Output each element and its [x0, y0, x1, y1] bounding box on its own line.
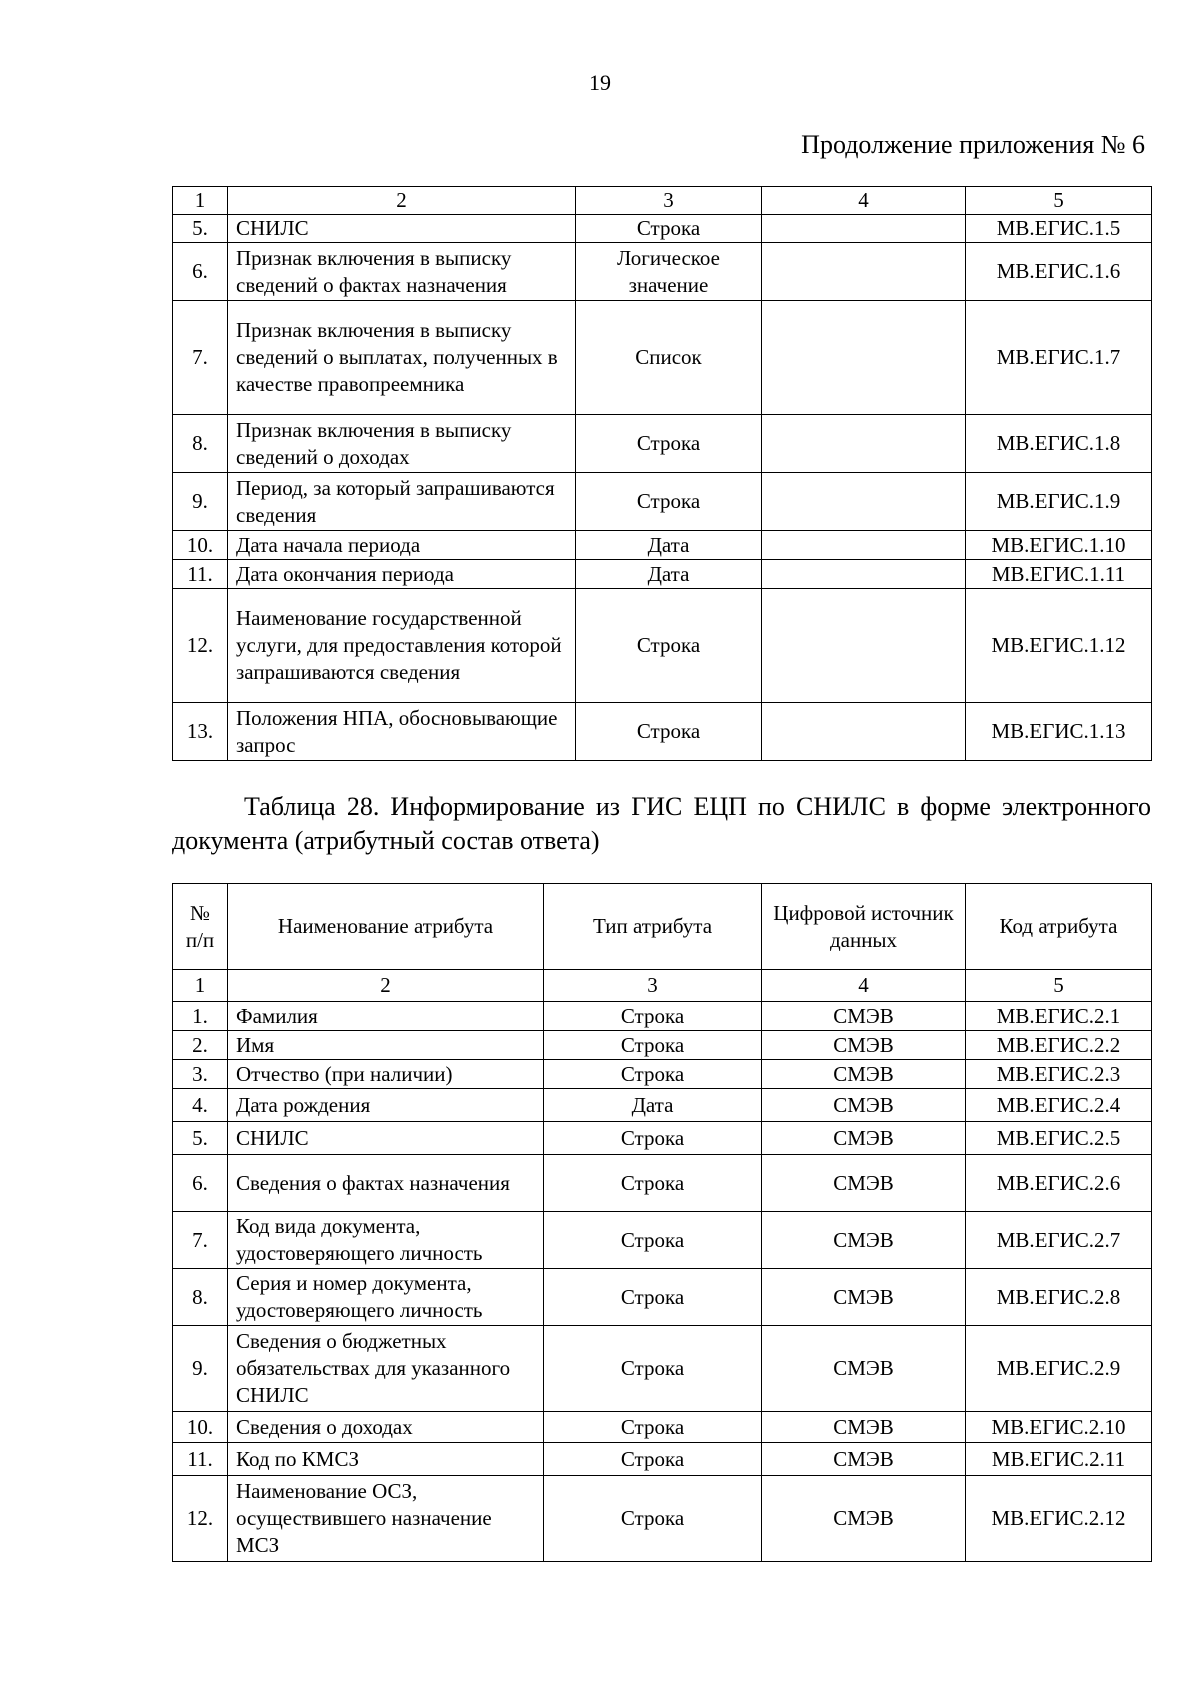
- table-row: [173, 1476, 1152, 1562]
- attribute-type: Дата: [576, 560, 762, 589]
- attribute-type: Строка: [576, 215, 762, 243]
- row-number: 10.: [173, 1412, 228, 1443]
- attributes-table-continued: [172, 186, 1152, 761]
- attribute-name: Период, за который запрашиваются сведения: [228, 473, 576, 531]
- table-row: [173, 703, 1152, 761]
- row-number: 5.: [173, 1122, 228, 1155]
- attribute-code: МВ.ЕГИС.1.6: [966, 243, 1152, 301]
- column-number: 3: [576, 187, 762, 215]
- table-row: [173, 560, 1152, 589]
- data-source: [762, 473, 966, 531]
- data-source: СМЭВ: [762, 1060, 966, 1089]
- data-source: [762, 415, 966, 473]
- row-number: 5.: [173, 215, 228, 243]
- table-row: [173, 1002, 1152, 1031]
- table-row: [173, 1155, 1152, 1212]
- attribute-type: Строка: [576, 415, 762, 473]
- data-source: [762, 560, 966, 589]
- attribute-name: Код вида документа, удостоверяющего личность: [228, 1212, 544, 1269]
- attribute-type: Строка: [544, 1122, 762, 1155]
- attribute-code: МВ.ЕГИС.2.11: [966, 1443, 1152, 1476]
- attribute-name: Сведения о фактах назначения: [228, 1155, 544, 1212]
- attribute-type: Строка: [544, 1476, 762, 1562]
- attribute-code: МВ.ЕГИС.2.6: [966, 1155, 1152, 1212]
- attribute-type: Строка: [576, 473, 762, 531]
- row-number: 3.: [173, 1060, 228, 1089]
- row-number: 7.: [173, 301, 228, 415]
- attribute-type: Дата: [544, 1089, 762, 1122]
- data-source: [762, 589, 966, 703]
- continuation-title: Продолжение приложения № 6: [801, 130, 1145, 159]
- column-number: 2: [228, 970, 544, 1002]
- attribute-name: СНИЛС: [228, 1122, 544, 1155]
- attribute-name: Признак включения в выписку сведений о доходах: [228, 415, 576, 473]
- data-source: СМЭВ: [762, 1031, 966, 1060]
- attribute-name: Положения НПА, обосновывающие запрос: [228, 703, 576, 761]
- attribute-name: Наименование ОСЗ, осуществившего назначение МСЗ: [228, 1476, 544, 1562]
- attribute-type: Строка: [544, 1060, 762, 1089]
- attribute-name: Признак включения в выписку сведений о выплатах, полученных в качестве правопреемника: [228, 301, 576, 415]
- attribute-type: Строка: [544, 1155, 762, 1212]
- table-row: [173, 1122, 1152, 1155]
- attribute-type: Строка: [576, 703, 762, 761]
- attribute-name: Наименование государственной услуги, для предоставления которой запрашиваются сведения: [228, 589, 576, 703]
- column-number: 5: [966, 187, 1152, 215]
- row-number: 2.: [173, 1031, 228, 1060]
- table-row: [173, 1269, 1152, 1326]
- attribute-code: МВ.ЕГИС.2.7: [966, 1212, 1152, 1269]
- attribute-name: Сведения о доходах: [228, 1412, 544, 1443]
- attribute-name: Дата рождения: [228, 1089, 544, 1122]
- table-row: [173, 1060, 1152, 1089]
- attribute-type: Список: [576, 301, 762, 415]
- row-number: 7.: [173, 1212, 228, 1269]
- attribute-type: Строка: [544, 1269, 762, 1326]
- table-row: [173, 473, 1152, 531]
- data-source: [762, 301, 966, 415]
- table-numbers-row: [173, 970, 1152, 1002]
- data-source: [762, 703, 966, 761]
- attribute-name: Дата окончания периода: [228, 560, 576, 589]
- column-number: 5: [966, 970, 1152, 1002]
- attribute-code: МВ.ЕГИС.1.5: [966, 215, 1152, 243]
- row-number: 1.: [173, 1002, 228, 1031]
- attribute-code: МВ.ЕГИС.2.2: [966, 1031, 1152, 1060]
- column-header-number: № п/п: [173, 884, 228, 970]
- data-source: СМЭВ: [762, 1443, 966, 1476]
- attribute-type: Строка: [544, 1031, 762, 1060]
- table-caption-text: Таблица 28. Информирование из ГИС ЕЦП по СНИЛС в форме электронного документа (атрибутный состав ответа): [172, 792, 1151, 855]
- attribute-type: Строка: [576, 589, 762, 703]
- row-number: 11.: [173, 1443, 228, 1476]
- attribute-name: Серия и номер документа, удостоверяющего личность: [228, 1269, 544, 1326]
- page-number: 19: [589, 70, 611, 95]
- table-row: [173, 1212, 1152, 1269]
- attribute-code: МВ.ЕГИС.2.9: [966, 1326, 1152, 1412]
- data-source: СМЭВ: [762, 1269, 966, 1326]
- table-row: [173, 1412, 1152, 1443]
- table-row: [173, 1089, 1152, 1122]
- column-header-name: Наименование атрибута: [228, 884, 544, 970]
- attribute-code: МВ.ЕГИС.2.3: [966, 1060, 1152, 1089]
- table-header-row: [173, 884, 1152, 970]
- attribute-type: Дата: [576, 531, 762, 560]
- attribute-code: МВ.ЕГИС.1.8: [966, 415, 1152, 473]
- row-number: 11.: [173, 560, 228, 589]
- table-row: [173, 415, 1152, 473]
- attribute-type: Логическое значение: [576, 243, 762, 301]
- row-number: 12.: [173, 589, 228, 703]
- attribute-name: СНИЛС: [228, 215, 576, 243]
- table-row: [173, 589, 1152, 703]
- attribute-name: Сведения о бюджетных обязательствах для указанного СНИЛС: [228, 1326, 544, 1412]
- column-number: 1: [173, 970, 228, 1002]
- column-number: 4: [762, 970, 966, 1002]
- table-caption: [172, 790, 1151, 858]
- column-number: 2: [228, 187, 576, 215]
- table-row: [173, 215, 1152, 243]
- attribute-type: Строка: [544, 1002, 762, 1031]
- attribute-code: МВ.ЕГИС.2.8: [966, 1269, 1152, 1326]
- table-row: [173, 243, 1152, 301]
- table-row: [173, 1031, 1152, 1060]
- attribute-code: МВ.ЕГИС.1.7: [966, 301, 1152, 415]
- data-source: [762, 531, 966, 560]
- column-number: 1: [173, 187, 228, 215]
- row-number: 8.: [173, 415, 228, 473]
- column-number: 4: [762, 187, 966, 215]
- data-source: СМЭВ: [762, 1155, 966, 1212]
- table-row: [173, 301, 1152, 415]
- data-source: СМЭВ: [762, 1412, 966, 1443]
- attribute-type: Строка: [544, 1443, 762, 1476]
- column-header-source: Цифровой источник данных: [762, 884, 966, 970]
- data-source: СМЭВ: [762, 1089, 966, 1122]
- data-source: СМЭВ: [762, 1326, 966, 1412]
- attribute-name: Имя: [228, 1031, 544, 1060]
- attribute-name: Отчество (при наличии): [228, 1060, 544, 1089]
- attribute-code: МВ.ЕГИС.1.11: [966, 560, 1152, 589]
- attribute-code: МВ.ЕГИС.2.12: [966, 1476, 1152, 1562]
- attribute-name: Признак включения в выписку сведений о фактах назначения: [228, 243, 576, 301]
- column-header-code: Код атрибута: [966, 884, 1152, 970]
- attribute-code: МВ.ЕГИС.1.9: [966, 473, 1152, 531]
- row-number: 9.: [173, 1326, 228, 1412]
- attribute-code: МВ.ЕГИС.2.10: [966, 1412, 1152, 1443]
- attribute-name: Код по КМСЗ: [228, 1443, 544, 1476]
- attribute-code: МВ.ЕГИС.1.10: [966, 531, 1152, 560]
- attribute-code: МВ.ЕГИС.2.1: [966, 1002, 1152, 1031]
- data-source: СМЭВ: [762, 1002, 966, 1031]
- attribute-code: МВ.ЕГИС.1.13: [966, 703, 1152, 761]
- row-number: 4.: [173, 1089, 228, 1122]
- attribute-code: МВ.ЕГИС.1.12: [966, 589, 1152, 703]
- attribute-type: Строка: [544, 1412, 762, 1443]
- data-source: [762, 215, 966, 243]
- data-source: СМЭВ: [762, 1476, 966, 1562]
- attribute-name: Фамилия: [228, 1002, 544, 1031]
- attribute-type: Строка: [544, 1326, 762, 1412]
- table-row: [173, 531, 1152, 560]
- row-number: 8.: [173, 1269, 228, 1326]
- table-header-row: [173, 187, 1152, 215]
- attribute-name: Дата начала периода: [228, 531, 576, 560]
- row-number: 6.: [173, 1155, 228, 1212]
- row-number: 9.: [173, 473, 228, 531]
- response-attributes-table: [172, 883, 1152, 1562]
- table-row: [173, 1326, 1152, 1412]
- attribute-type: Строка: [544, 1212, 762, 1269]
- row-number: 12.: [173, 1476, 228, 1562]
- attribute-code: МВ.ЕГИС.2.5: [966, 1122, 1152, 1155]
- column-header-type: Тип атрибута: [544, 884, 762, 970]
- data-source: [762, 243, 966, 301]
- column-number: 3: [544, 970, 762, 1002]
- table-row: [173, 1443, 1152, 1476]
- row-number: 6.: [173, 243, 228, 301]
- data-source: СМЭВ: [762, 1212, 966, 1269]
- row-number: 13.: [173, 703, 228, 761]
- attribute-code: МВ.ЕГИС.2.4: [966, 1089, 1152, 1122]
- data-source: СМЭВ: [762, 1122, 966, 1155]
- row-number: 10.: [173, 531, 228, 560]
